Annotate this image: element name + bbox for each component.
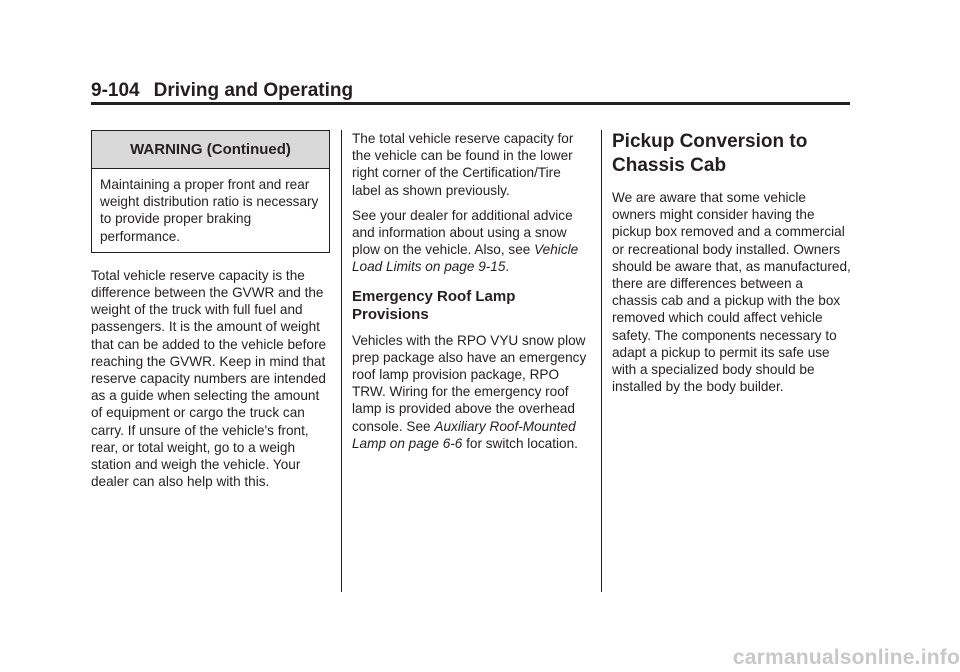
column-divider-2 xyxy=(601,130,602,592)
watermark: carmanualsonline.info xyxy=(732,646,960,669)
header-rule xyxy=(91,102,850,105)
roof-lamp-end: for switch location. xyxy=(466,435,578,451)
warning-title: WARNING (Continued) xyxy=(92,131,329,169)
pickup-conversion-heading: Pickup Conversion to Chassis Cab xyxy=(612,131,808,176)
snow-plow-paragraph xyxy=(352,207,587,276)
page-header xyxy=(91,79,850,103)
roof-lamp-paragraph xyxy=(352,332,587,452)
column-divider-1 xyxy=(341,130,342,592)
snow-plow-text: See your dealer for additional advice and information about using a snow plow on the vehicle. Also, see xyxy=(352,207,573,258)
label-location-paragraph: The total vehicle reserve capacity for the vehicle can be found in the lower right corner of the Certification/Tire label as shown previously. xyxy=(352,131,574,198)
warning-box xyxy=(91,130,330,253)
snow-plow-end: . xyxy=(505,259,510,275)
column-3 xyxy=(612,130,852,403)
reserve-capacity-paragraph: Total vehicle reserve capacity is the difference between the GVWR and the weight of the truck with full fuel and passengers. It is the amount of weight that can be added to the vehicle before reaching the GVWR. Keep in mind that reserve capacity numbers are intended as a guide when selecting the amount of equipment or cargo the truck can carry. If unsure of the vehicle's front, rear, or total weight, go to a weigh station and weigh the vehicle. Your dealer can also help with this. xyxy=(91,267,327,490)
section-title: Driving and Operating xyxy=(153,80,354,101)
roof-lamp-link[interactable]: Auxiliary Roof-Mounted Lamp on page 6-6 xyxy=(352,418,576,451)
load-limits-link[interactable]: Vehicle Load Limits on page 9-15 xyxy=(352,242,579,275)
column-2 xyxy=(352,130,587,452)
warning-text: Maintaining a proper front and rear weight distribution ratio is necessary to provide proper braking performance. xyxy=(100,177,319,244)
roof-lamp-heading: Emergency Roof Lamp Provisions xyxy=(352,287,516,323)
pickup-conversion-paragraph: We are aware that some vehicle owners might consider having the pickup box removed and a commercial or recreational body installed. Owners should be aware that, as manufactured, there are differences between a chassis cab and a pickup with the box removed which could affect vehicle safety. The components necessary to adapt a pickup to permit its safe use with a specialized body should be installed by the body builder. xyxy=(612,190,851,395)
page-number: 9-104 xyxy=(91,80,140,101)
roof-lamp-text: Vehicles with the RPO VYU snow plow prep package also have an emergency roof lamp provision package, RPO TRW. Wiring for the emergency roof lamp is provided above the overhead console. See xyxy=(352,332,587,434)
column-1 xyxy=(91,130,331,498)
